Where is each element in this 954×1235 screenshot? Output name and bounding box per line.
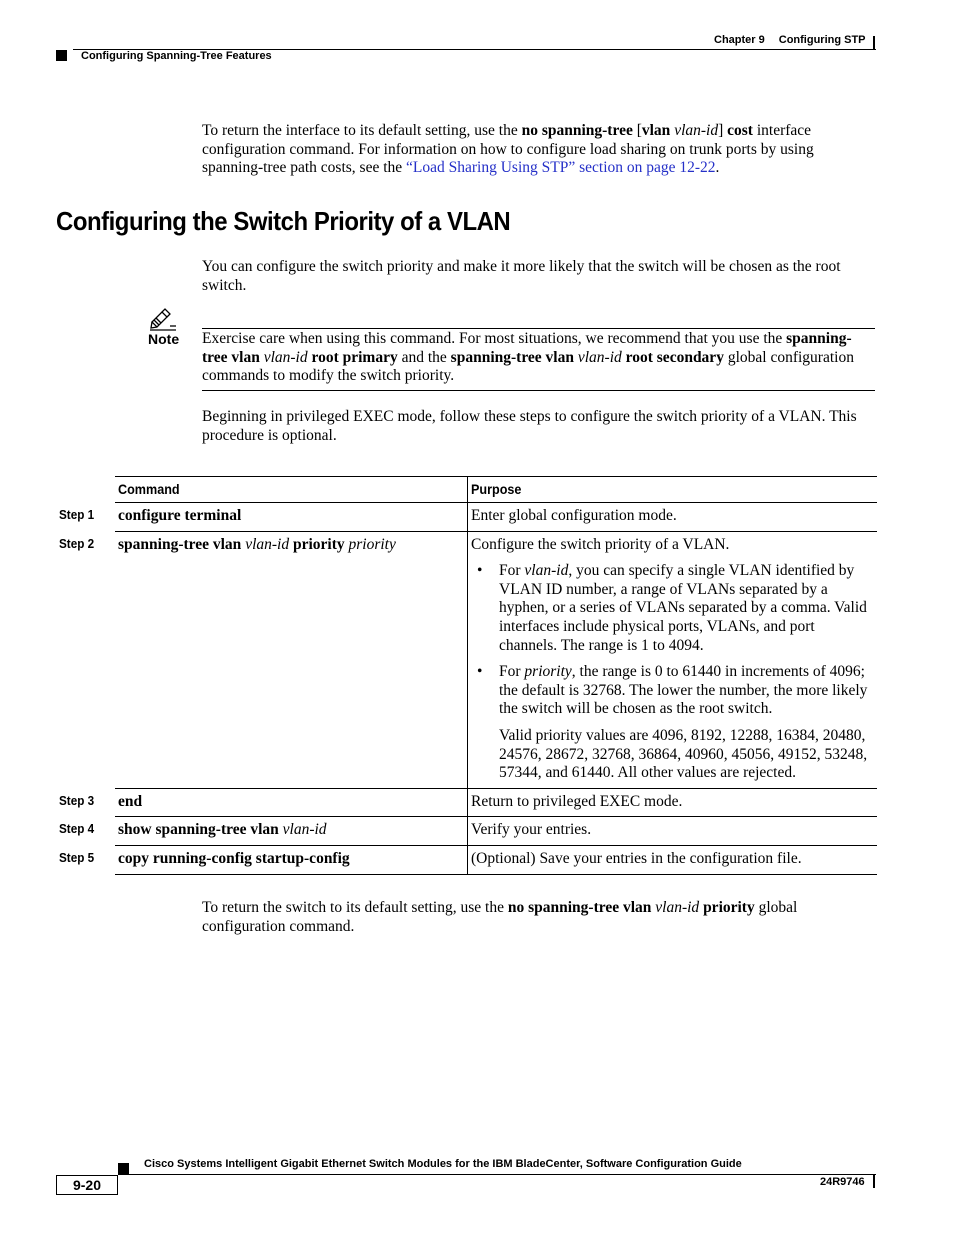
header-vertical-bar [873,36,875,50]
command-text: configure terminal [118,507,242,524]
procedure-intro-paragraph: Beginning in privileged EXEC mode, follow these steps to configure the switch priority of a VLAN. This procedure is optional. [202,408,857,444]
section-heading: Configuring the Switch Priority of a VLAN [56,206,511,236]
priority-intro-paragraph: You can configure the switch priority and make it more likely that the switch will be chosen as the root switch. [202,258,841,294]
header-marker-square [56,50,67,61]
table-row [59,532,877,789]
purpose-cell [468,532,877,788]
valid-priority-values: Valid priority values are 4096, 8192, 12288, 16384, 20480, 24576, 28672, 32768, 36864, 40960, 45056, 49152, 53248, 57344, and 61440. All other values are rejected. [499,726,868,782]
page-number: 9-20 [56,1175,118,1195]
step-label: Step 4 [59,821,95,837]
command-text: copy running-config startup-config [118,849,350,867]
command-text: spanning-tree vlan vlan-id priority priority [115,532,468,788]
intro-paragraph: To return the interface to its default setting, use the no spanning-tree [vlan vlan-id] cost interface configuration command. For information on how to configure load sharing on trunk ports by using spanning-tree path costs, see the “Load Sharing Using STP” section on page 12-22. [202,122,814,177]
chapter-number: Chapter 9 [714,34,765,46]
note-pencil-icon [148,306,178,332]
procedure-table [59,476,877,875]
note-label: Note [148,331,180,347]
column-header-command: Command [118,481,180,497]
load-sharing-link[interactable]: “Load Sharing Using STP” section on page 12-22 [406,159,716,177]
closing-paragraph: To return the switch to its default setting, use the no spanning-tree vlan vlan-id priority global configuration command. [202,899,798,935]
document-number: 24R9746 [820,1176,865,1188]
note-rule-top [202,328,875,329]
step-label: Step 1 [59,507,95,522]
running-header-section: Configuring Spanning-Tree Features [81,50,272,62]
purpose-text: Return to privileged EXEC mode. [471,792,683,810]
purpose-bullet-vlan-id: • For vlan-id, you can specify a single VLAN identified by VLAN ID number, a range of VLANs separated by a hyphen, or a series of VLANs separated by a comma. Valid interfaces include physical ports, VLANs, and port channels. The range is 1 to 4094. [477,562,867,654]
purpose-bullet-priority: • For priority, the range is 0 to 61440 in increments of 4096; the default is 32768. The lower the number, the more likely the switch will be chosen as the root switch. [477,663,868,718]
purpose-text: Enter global configuration mode. [471,507,677,524]
purpose-text: Configure the switch priority of a VLAN. [471,535,730,553]
chapter-title: Configuring STP [778,34,866,46]
column-header-purpose: Purpose [471,481,522,497]
note-text: Exercise care when using this command. For most situations, we recommend that you use the spanning-tree vlan vlan-id root primary and the spanning-tree vlan vlan-id root secondary global configuration commands to modify the switch priority. [202,330,854,385]
footer-rule [118,1174,876,1175]
command-text: show spanning-tree vlan vlan-id [115,817,468,845]
footer-vertical-bar [873,1174,875,1188]
step-label: Step 5 [59,849,95,865]
table-header-row [115,476,877,503]
table-row [59,503,877,532]
command-text: end [118,792,143,810]
purpose-text: (Optional) Save your entries in the configuration file. [471,849,802,867]
step-label: Step 3 [59,792,95,808]
footer-book-title: Cisco Systems Intelligent Gigabit Ethernet Switch Modules for the IBM BladeCenter, Software Configuration Guide [144,1158,742,1170]
table-row [59,817,877,846]
step-label: Step 2 [59,535,95,551]
table-row [59,846,877,875]
purpose-text: Verify your entries. [471,821,592,839]
table-row [59,789,877,818]
note-rule-bottom [202,390,875,391]
running-header-chapter [714,34,866,46]
footer-marker-square [118,1163,129,1174]
